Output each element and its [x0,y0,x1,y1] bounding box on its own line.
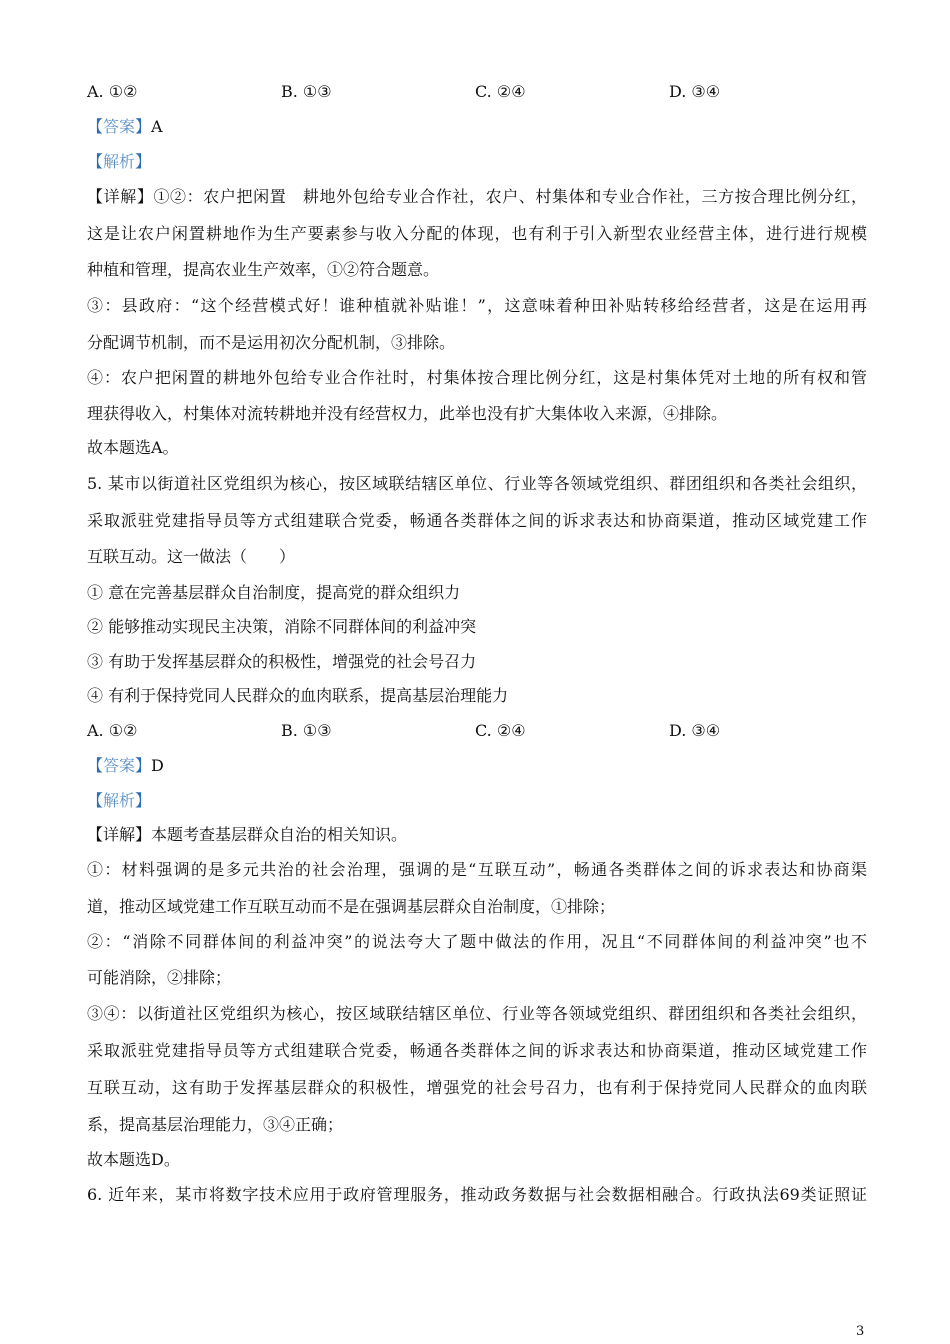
text-line: 故本题选D。 [87,1150,180,1169]
text-line: ③：县政府：“这个经营模式好！谁种植就补贴谁！”，这意味着种田补贴转移给经营者，这是在运用再 [87,296,867,315]
analysis-label: 解析 [103,791,136,810]
text-line: 可能消除，②排除； [87,968,232,987]
text-line: ①：材料强调的是多元共治的社会治理，强调的是“互联互动”，畅通各类群体之间的诉求表达和协商渠 [87,860,867,879]
statement: ① 意在完善基层群众自治制度，提高党的群众组织力 [87,583,461,602]
detail-line: 【详解】①②：农户把闲置 耕地外包给专业合作社，农户、村集体和专业合作社，三方按合理比例分红， [87,187,867,206]
question-stem: 互联互动。这一做法（ ） [87,547,296,566]
option-c: C. ②④ [475,721,526,740]
text-line: 分配调节机制，而不是运用初次分配机制，③排除。 [87,333,456,352]
option-d: D. ③④ [669,82,721,101]
answer-label: 答案 [103,756,136,775]
answer-value: A [151,117,163,136]
statement: ④ 有利于保持党同人民群众的血肉联系，提高基层治理能力 [87,686,509,705]
option-a: A. ①② [87,82,138,101]
text-line: 理获得收入，村集体对流转耕地并没有经营权力，此举也没有扩大集体收入来源，④排除。 [87,404,728,423]
text-line: 系，提高基层治理能力，③④正确； [87,1115,344,1134]
answer-line: 【答案】A [87,117,163,136]
text-line: 采取派驻党建指导员等方式组建联合党委，畅通各类群体之间的诉求表达和协商渠道，推动区域党建工作 [87,1041,867,1060]
text-line: 互联互动，这有助于发挥基层群众的积极性，增强党的社会号召力，也有利于保持党同人民群众的血肉联 [87,1078,867,1097]
text-line: 种植和管理，提高农业生产效率，①②符合题意。 [87,260,440,279]
text-line: ②：“消除不同群体间的利益冲突”的说法夸大了题中做法的作用，况且“不同群体间的利益冲突”也不 [87,932,867,951]
text-line: 故本题选A。 [87,438,179,457]
statement: ② 能够推动实现民主决策，消除不同群体间的利益冲突 [87,617,477,636]
text: ①②：农户把闲置 耕地外包给专业合作社，农户、村集体和专业合作社，三方按合理比例分红， [153,187,867,206]
statement: ③ 有助于发挥基层群众的积极性，增强党的社会号召力 [87,652,477,671]
text-line: 这是让农户闲置耕地作为生产要素参与收入分配的体现，也有利于引入新型农业经营主体，进行进行规模 [87,224,867,243]
analysis-heading: 【解析】 [87,791,152,810]
detail-label: 详解 [103,825,136,844]
option-b: B. ①③ [281,82,332,101]
answer-label: 答案 [103,117,136,136]
question-stem: 6. 近年来，某市将数字技术应用于政府管理服务，推动政务数据与社会数据相融合。行政执法69类证照证 [87,1185,867,1204]
question-stem: 采取派驻党建指导员等方式组建联合党委，畅通各类群体之间的诉求表达和协商渠道，推动区域党建工作 [87,511,867,530]
text-line: ③④：以街道社区党组织为核心，按区域联结辖区单位、行业等各领域党组织、群团组织和各类社会组织， [87,1004,867,1023]
option-b: B. ①③ [281,721,332,740]
answer-line: 【答案】D [87,756,164,775]
page-number: 3 [856,1324,865,1339]
detail-label: 详解 [103,187,137,206]
text-line: 道，推动区域党建工作互联互动而不是在强调基层群众自治制度，①排除； [87,897,616,916]
detail-line: 【详解】本题考查基层群众自治的相关知识。 [87,825,408,844]
option-d: D. ③④ [669,721,721,740]
question-stem: 5. 某市以街道社区党组织为核心，按区域联结辖区单位、行业等各领域党组织、群团组织和各类社会组织， [87,474,867,493]
analysis-label: 解析 [103,152,136,171]
answer-value: D [151,756,164,775]
option-a: A. ①② [87,721,138,740]
text-line: ④：农户把闲置的耕地外包给专业合作社时，村集体按合理比例分红，这是村集体凭对土地的所有权和管 [87,368,867,387]
option-c: C. ②④ [475,82,526,101]
text: 本题考查基层群众自治的相关知识。 [151,825,408,844]
analysis-heading: 【解析】 [87,152,152,171]
